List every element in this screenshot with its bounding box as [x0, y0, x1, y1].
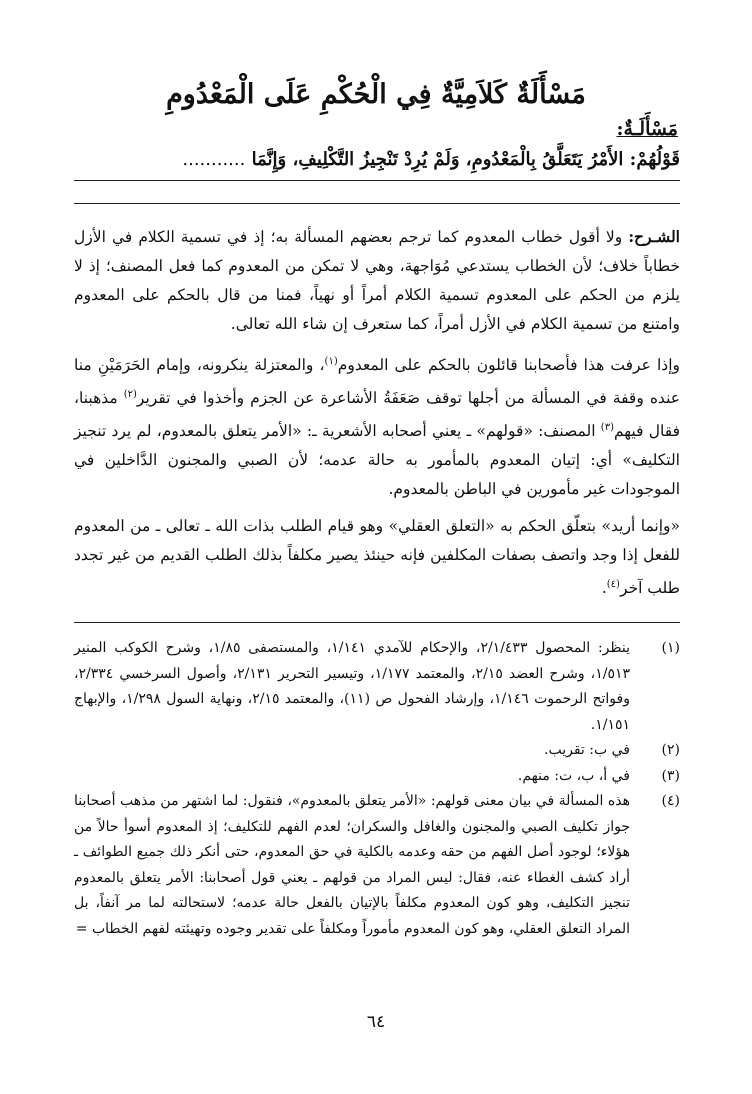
commentary-paragraph-3: [74, 512, 680, 603]
footnote-text: ينظر: المحصول ٢/١/٤٣٣، والإحكام للآمدي ١/١٤١، والمستصفى ١/٨٥، وشرح الكوكب المنير ١/٥١٣، وشرح العضد ٢/١٥، والمعتمد ١/١٧٧، وتيسير التحرير ٢/١٣١، وأصول السرخسي ٢/٣٣٤، وفواتح الرحموت ١/١٤٦، وإرشاد الفحول ص (١١)، والمعتمد ٢/١٥، ونهاية السول ١/٢٩٨، والإبهاج ١/١٥١.: [74, 640, 630, 733]
commentary-p2-part-a: وإذا عرفت هذا فأصحابنا قائلون بالحكم على المعدوم: [337, 356, 680, 375]
footnote: [74, 636, 680, 738]
section-heading: مَسْأَلَـةٌ:: [616, 118, 678, 140]
commentary-paragraph-1: [74, 222, 680, 339]
matn-divider: [74, 180, 680, 181]
commentary-body: [74, 222, 680, 612]
footnote-text: هذه المسألة في بيان معنى قولهم: «الأمر يتعلق بالمعدوم»، فنقول: لما اشتهر من مذهب أصحابنا جواز تكليف الصبي والمجنون والغافل والسكران؛ لعدم الفهم للتكليف؛ إذ المعدوم أسوأ حالاً من هؤلاء؛ لوجود أصل الفهم من حقه وعدمه بالكلية في حق المعدوم، حتى أنكر ذلك جميع الطوائف ـ أراد كشف الغطاء عنه، فقال: ليس المراد من قولهم ـ يعني قول أصحابنا: الأمر يتعلق بالمعدوم تنجيز التكليف، وهو كون المعدوم مكلفاً بالإتيان بالفعل حالة عدمه؛ لاستحالته لما مر آنفاً، بل المراد التعلق العقلي، وهو كون المعدوم مأموراً ومكلفاً على تقدير وجوده وتهيئته لفهم الخطاب =: [74, 793, 630, 937]
commentary-label: الشـرح:: [628, 227, 680, 246]
sharh-top-divider: [74, 203, 680, 204]
footnote-ref-4[interactable]: (٤): [606, 579, 620, 591]
footnote-number: (٢): [661, 742, 680, 758]
footnote-ref-3[interactable]: (٣): [600, 422, 614, 434]
footnotes-divider: [74, 622, 680, 623]
footnote-text: في ب: تقريب.: [544, 742, 630, 758]
commentary-p1-text: ولا أقول خطاب المعدوم كما ترجم بعضهم المسألة به؛ إذ في تسمية الكلام في الأزل خطاباً خلاف؛ لأن الخطاب يستدعي مُوَاجهة، وهي لا تمكن من المعدوم كما فعل المصنف؛ إذ لا يلزم من الحكم على المعدوم تسمية الكلام أمراً أو نهياً، فمنا من قال بالحكم على المعدوم وامتنع من تسمية الكلام في الأزل أمراً، كما ستعرف إن شاء الله تعالى.: [74, 228, 680, 333]
commentary-p2-part-c: مذهبنا، فقال فيهم: [74, 389, 680, 441]
commentary-p3-text: «وإنما أريد» بتعلّق الحكم به «التعلق العقلي» وهو قيام الطلب بذات الله ـ تعالى ـ من المعدوم للفعل إذا وجد واتصف بصفات المكلفين فإنه حينئذ يصير مكلفاً بذلك الطلب القديم من غير تجدد طلب آخر: [74, 517, 680, 598]
footnotes: [74, 636, 680, 942]
footnote: [74, 764, 680, 790]
matn-text: [76, 142, 680, 178]
footnote-ref-2[interactable]: (٢): [123, 389, 137, 401]
footnote-text: في أ، ب، ت: منهم.: [517, 767, 630, 784]
footnote: [74, 738, 680, 764]
commentary-p2-part-b: ، والمعتزلة ينكرونه، وإمام الحَرَمَيْنِ منا عنده وقفة في المسألة من أجلها توقف صَعَفَةُ الأشاعرة عن الجزم وأخذوا في تقرير: [74, 356, 680, 408]
matn-quote: قَوْلُهُمْ: الأَمْرُ يَتَعَلَّقُ بِالْمَعْدُومِ، وَلَمْ يُرِدْ تَنْجِيزُ التَّكْلِيفِ، وَإِنَّمَا: [251, 149, 680, 170]
footnote-number: (٣): [661, 767, 680, 784]
commentary-paragraph-2: [74, 347, 680, 504]
footnote-ref-1[interactable]: (١): [324, 356, 338, 367]
matn-dots: ...........: [182, 149, 246, 170]
commentary-p2-part-d: المصنف: «قولهم» ـ يعني أصحابه الأشعرية ـ: «الأمر يتعلق بالمعدوم، لم يرد تنجيز التكليف» أي: إتيان المعدوم بالمأمور به حالة عدمه؛ لأن الصبي والمجنون الدَّاخلين في الموجودات غير مأمورين في الباطن بالمعدوم.: [74, 422, 680, 499]
footnote: [74, 789, 680, 942]
footnote-number: (٤): [661, 793, 680, 809]
footnote-number: (١): [661, 640, 680, 656]
page-number: ٦٤: [366, 1012, 386, 1032]
commentary-p3-end: .: [601, 579, 607, 598]
page-title: مَسْأَلَةٌ كَلاَمِيَّةٌ فِي الْحُكْمِ عَلَى الْمَعْدُومِ: [166, 79, 586, 110]
